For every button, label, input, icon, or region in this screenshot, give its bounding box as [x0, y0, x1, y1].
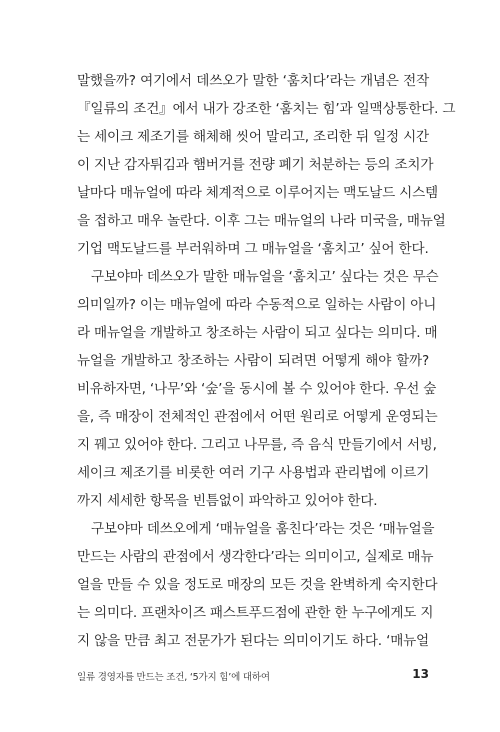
text-line: 만드는 사람의 관점에서 생각한다’라는 의미이고, 실제로 매뉴: [77, 549, 434, 565]
text-line: 까지 세세한 항목을 빈틈없이 파악하고 있어야 한다.: [77, 493, 378, 509]
text-line: 세이크 제조기를 비롯한 여러 기구 사용법과 관리법에 이르기: [77, 465, 430, 481]
text-line: 날마다 매뉴얼에 따라 체계적으로 이루어지는 맥도날드 시스템: [77, 185, 438, 201]
running-footer: [77, 667, 429, 683]
text-line: 지 않을 만큼 최고 전문가가 된다는 의미이기도 하다. ‘매뉴얼: [77, 633, 429, 649]
body-text: [77, 67, 456, 655]
text-line: 을, 즉 매장이 전체적인 관점에서 어떤 원리로 어떻게 운영되는: [77, 409, 438, 425]
text-line: 라 매뉴얼을 개발하고 창조하는 사람이 되고 싶다는 의미다. 매: [77, 325, 438, 341]
paragraph: [77, 515, 438, 655]
text-line: 이 지난 감자튀김과 햄버거를 전량 폐기 처분하는 등의 조치가: [77, 157, 434, 173]
paragraph: [77, 263, 439, 515]
paragraph: [77, 67, 456, 263]
text-line: 의미일까? 이는 매뉴얼에 따라 수동적으로 일하는 사람이 아니: [77, 297, 437, 313]
text-line: 는 의미다. 프랜차이즈 패스트푸드점에 관한 한 누구에게도 지: [77, 605, 434, 621]
text-line: 말했을까? 여기에서 데쓰오가 말한 ‘훔치다’라는 개념은 전작: [77, 73, 429, 89]
text-line: 구보야마 데쓰오에게 ‘매뉴얼을 훔친다’라는 것은 ‘매뉴얼을: [91, 521, 435, 537]
text-line: 을 접하고 매우 놀란다. 이후 그는 매뉴얼의 나라 미국을, 매뉴얼: [77, 213, 446, 229]
text-line: 얼을 만들 수 있을 정도로 매장의 모든 것을 완벽하게 숙지한다: [77, 577, 438, 593]
text-line: 구보야마 데쓰오가 말한 매뉴얼을 ‘훔치고’ 싶다는 것은 무슨: [91, 269, 439, 285]
page-number: 13: [412, 667, 429, 681]
chapter-title: 일류 경영자를 만드는 조건, ‘5가지 힘’에 대하여: [77, 672, 270, 683]
text-line: 지 꿰고 있어야 한다. 그리고 나무를, 즉 음식 만들기에서 서빙,: [77, 437, 437, 453]
text-line: 뉴얼을 개발하고 창조하는 사람이 되려면 어떻게 해야 할까?: [77, 353, 429, 369]
text-line: 비유하자면, ‘나무’와 ‘숲’을 동시에 볼 수 있어야 한다. 우선 숲: [77, 381, 437, 397]
text-line: 기업 맥도날드를 부러워하며 그 매뉴얼을 ‘훔치고’ 싶어 한다.: [77, 241, 429, 257]
text-line: 는 세이크 제조기를 해체해 씻어 말리고, 조리한 뒤 일정 시간: [77, 129, 429, 145]
text-line: 『일류의 조건』에서 내가 강조한 ‘훔치는 힘’과 일맥상통한다. 그: [77, 101, 456, 117]
